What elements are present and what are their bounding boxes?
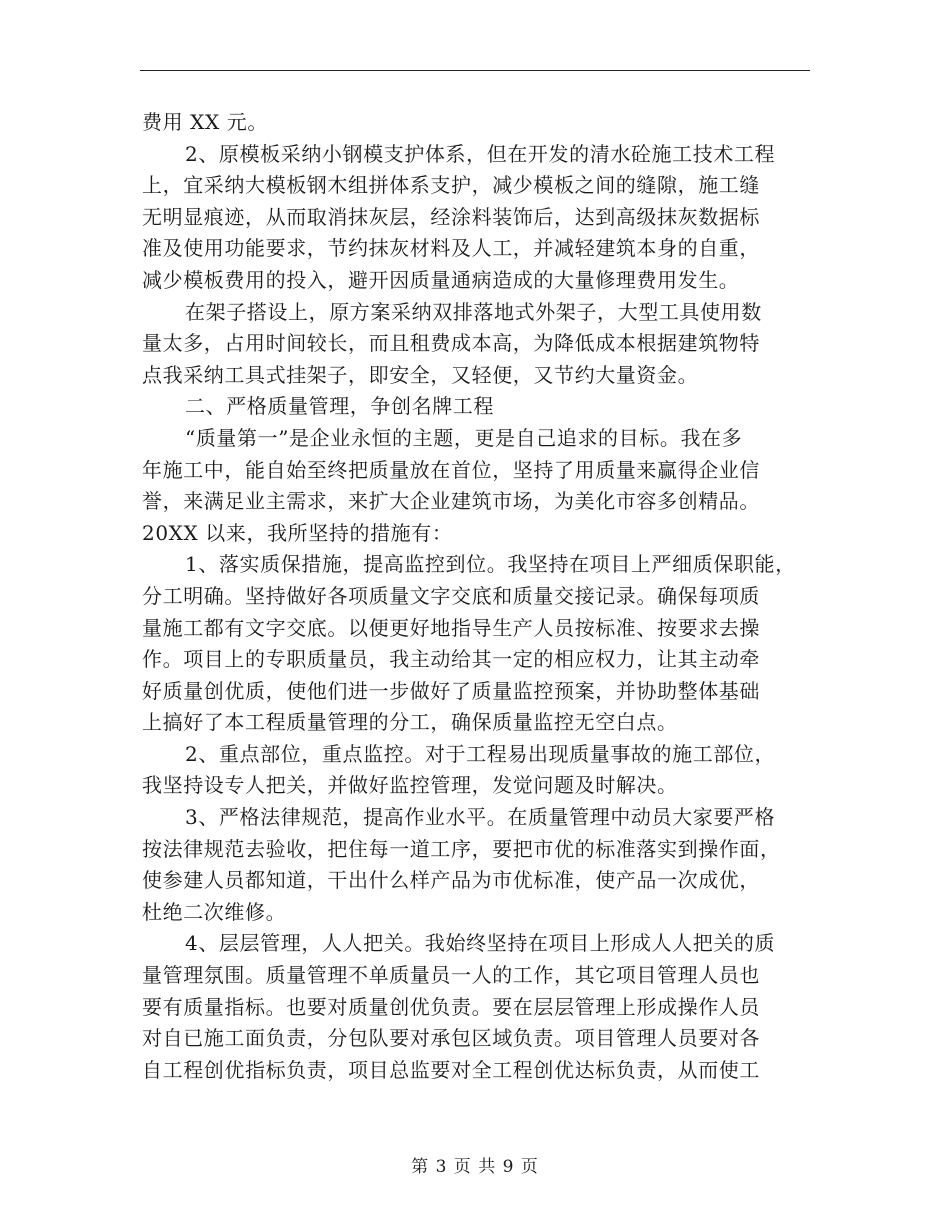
text-line: 要有质量指标。也要对质量创优负责。要在层层管理上形成操作人员: [142, 994, 760, 1019]
text-line: 二、严格质量管理，争创名牌工程: [185, 394, 494, 419]
header-rule: [140, 70, 810, 71]
text-line: 3、严格法律规范，提高作业水平。在质量管理中动员大家要严格: [185, 805, 776, 830]
text-line: 准及使用功能要求，节约抹灰材料及人工，并减轻建筑本身的自重，: [142, 236, 760, 261]
text-line: 量施工都有文字交底。以便更好地指导生产人员按标准、按要求去操: [142, 615, 760, 640]
body-text: [142, 107, 822, 1086]
text-line: 减少模板费用的投入，避开因质量通病造成的大量修理费用发生。: [142, 267, 740, 292]
text-line: 上，宜采纳大模板钢木组拼体系支护，减少模板之间的缝隙，施工缝: [142, 173, 760, 198]
text-line: 杜绝二次维修。: [142, 899, 287, 924]
text-line: 在架子搭设上，原方案采纳双排落地式外架子，大型工具使用数: [185, 299, 762, 324]
text-line: 使参建人员都知道，干出什么样产品为市优标准，使产品一次成优，: [142, 868, 760, 893]
text-line: 上搞好了本工程质量管理的分工，确保质量监控无空白点。: [142, 710, 678, 735]
text-line: 4、层层管理，人人把关。我始终坚持在项目上形成人人把关的质: [185, 931, 776, 956]
text-line: 我坚持设专人把关，并做好监控管理，发觉问题及时解决。: [142, 773, 678, 798]
text-line: 1、落实质保措施，提高监控到位。我坚持在项目上严细质保职能，: [185, 552, 796, 577]
text-line: 量管理氛围。质量管理不单质量员一人的工作，其它项目管理人员也: [142, 963, 760, 988]
text-line: 对自已施工面负责，分包队要对承包区域负责。项目管理人员要对各: [142, 1026, 760, 1051]
text-line: 无明显痕迹，从而取消抹灰层，经涂料装饰后，达到高级抹灰数据标: [142, 204, 760, 229]
page-footer: 第 3 页 共 9 页: [411, 1157, 539, 1177]
text-line: 誉，来满足业主需求，来扩大企业建筑市场，为美化市容多创精品。: [142, 489, 760, 514]
text-line: 分工明确。坚持做好各项质量文字交底和质量交接记录。确保每项质: [142, 583, 760, 608]
text-line: 好质量创优质，使他们进一步做好了质量监控预案，并协助整体基础: [142, 678, 760, 703]
text-line: 量太多，占用时间较长，而且租费成本高，为降低成本根据建筑物特: [142, 331, 760, 356]
text-line: 2、重点部位，重点监控。对于工程易出现质量事故的施工部位，: [185, 741, 776, 766]
text-line: 20XX 以来，我所坚持的措施有：: [142, 520, 453, 545]
text-line: 作。项目上的专职质量员，我主动给其一定的相应权力，让其主动牵: [142, 647, 760, 672]
text-line: 自工程创优指标负责，项目总监要对全工程创优达标负责，从而使工: [142, 1057, 760, 1082]
text-line: 年施工中，能自始至终把质量放在首位，坚持了用质量来赢得企业信: [142, 457, 760, 482]
text-line: 费用 XX 元。: [142, 110, 268, 134]
text-line: 点我采纳工具式挂架子，即安全，又轻便，又节约大量资金。: [142, 362, 699, 387]
text-line: 2、原模板采纳小钢模支护体系，但在开发的清水砼施工技术工程: [185, 141, 776, 166]
text-line: “质量第一”是企业永恒的主题，更是自己追求的目标。我在多: [185, 425, 743, 450]
text-line: 按法律规范去验收，把住每一道工序，要把市优的标准落实到操作面，: [142, 836, 781, 861]
